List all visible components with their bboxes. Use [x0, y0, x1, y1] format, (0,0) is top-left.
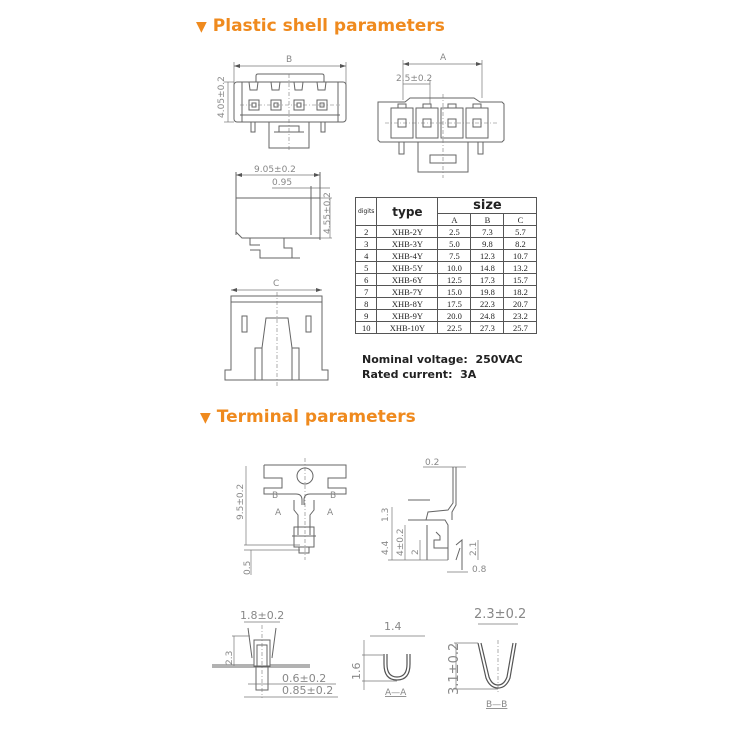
triangle-down-icon: ▼	[200, 410, 211, 426]
shell-bottom-view	[225, 279, 328, 386]
cell-b: 22.3	[471, 298, 504, 310]
cell-b: 19.8	[471, 286, 504, 298]
cell-type: XHB-6Y	[377, 274, 438, 286]
table-row	[356, 274, 537, 286]
section-bb-caption: B—B	[486, 700, 508, 710]
section-a-left: A	[275, 508, 282, 518]
section-a-right: A	[327, 508, 334, 518]
section-b-b	[447, 607, 526, 710]
cell-b: 17.3	[471, 274, 504, 286]
cell-type: XHB-4Y	[377, 250, 438, 262]
size-table	[355, 197, 537, 334]
cell-type: XHB-3Y	[377, 238, 438, 250]
cell-b: 7.3	[471, 226, 504, 238]
dim-bb-width: 2.3±0.2	[474, 607, 527, 622]
dim-b: B	[286, 55, 293, 65]
dim-aa-height: 1.6	[350, 662, 363, 680]
cell-c: 10.7	[504, 250, 537, 262]
header-digits: digits	[356, 198, 377, 226]
header-type: type	[377, 198, 438, 226]
shell-front-view	[217, 55, 346, 150]
dim-thickness: 0.2	[425, 458, 440, 468]
cell-a: 2.5	[438, 226, 471, 238]
cell-c: 23.2	[504, 310, 537, 322]
terminal-side-view	[381, 458, 487, 575]
cell-a: 22.5	[438, 322, 471, 334]
dim-side-height: 4.55±0.2	[323, 192, 333, 234]
dim-2: 2	[411, 549, 421, 555]
dim-4-4: 4.4	[381, 540, 391, 555]
cell-a: 15.0	[438, 286, 471, 298]
dim-terminal-length: 9.5±0.2	[236, 483, 246, 520]
dim-wall: 0.95	[272, 178, 293, 188]
cell-digits: 5	[356, 262, 377, 274]
triangle-down-icon: ▼	[196, 19, 207, 35]
dim-pin-2: 0.85±0.2	[282, 684, 334, 697]
dim-detail-width: 1.8±0.2	[240, 609, 285, 622]
voltage-label: Nominal voltage:	[362, 353, 468, 366]
dim-detail-height: 2.3	[225, 650, 235, 665]
section-b-left: B	[272, 491, 279, 501]
cell-type: XHB-5Y	[377, 262, 438, 274]
cell-type: XHB-10Y	[377, 322, 438, 334]
table-row	[356, 250, 537, 262]
dim-pitch: 2.5±0.2	[396, 74, 433, 84]
section-b-right: B	[330, 491, 337, 501]
section-aa-caption: A—A	[385, 688, 407, 698]
dim-1-3: 1.3	[381, 507, 391, 522]
cell-digits: 2	[356, 226, 377, 238]
voltage-spec	[362, 352, 523, 367]
table-row	[356, 286, 537, 298]
cell-b: 27.3	[471, 322, 504, 334]
dim-terminal-tip: 0.5	[243, 560, 253, 575]
cell-c: 5.7	[504, 226, 537, 238]
shell-top-view	[378, 53, 504, 178]
cell-c: 8.2	[504, 238, 537, 250]
cell-c: 18.2	[504, 286, 537, 298]
header-a: A	[438, 214, 471, 226]
dim-c: C	[273, 279, 280, 289]
header-size: size	[438, 198, 537, 214]
cell-a: 17.5	[438, 298, 471, 310]
dim-pin-1: 0.6±0.2	[282, 672, 327, 685]
current-value: 3A	[460, 368, 477, 381]
dim-bb-height: 3.1±0.2	[447, 642, 462, 695]
cell-b: 12.3	[471, 250, 504, 262]
cell-c: 15.7	[504, 274, 537, 286]
section-title: Terminal parameters	[216, 407, 416, 427]
shell-side-view	[236, 165, 333, 258]
current-label: Rated current:	[362, 368, 453, 381]
table-row	[356, 226, 537, 238]
header-b: B	[471, 214, 504, 226]
header-c: C	[504, 214, 537, 226]
electrical-specs	[362, 352, 523, 382]
section-title: Plastic shell parameters	[212, 16, 445, 36]
cell-type: XHB-8Y	[377, 298, 438, 310]
cell-a: 5.0	[438, 238, 471, 250]
current-spec	[362, 367, 523, 382]
cell-type: XHB-2Y	[377, 226, 438, 238]
table-row	[356, 310, 537, 322]
cell-b: 14.8	[471, 262, 504, 274]
cell-c: 13.2	[504, 262, 537, 274]
cell-digits: 9	[356, 310, 377, 322]
cell-digits: 3	[356, 238, 377, 250]
cell-digits: 6	[356, 274, 377, 286]
section-a-a	[350, 620, 425, 698]
table-row	[356, 322, 537, 334]
terminal-detail-view	[212, 609, 338, 698]
dim-a: A	[440, 53, 447, 63]
dim-aa-width: 1.4	[384, 620, 402, 633]
dim-front-height: 4.05±0.2	[217, 76, 227, 118]
dim-side-width: 9.05±0.2	[254, 165, 296, 175]
cell-c: 20.7	[504, 298, 537, 310]
cell-a: 12.5	[438, 274, 471, 286]
table-row	[356, 262, 537, 274]
cell-digits: 10	[356, 322, 377, 334]
cell-a: 10.0	[438, 262, 471, 274]
cell-a: 7.5	[438, 250, 471, 262]
table-row	[356, 238, 537, 250]
dim-0-8: 0.8	[472, 565, 487, 575]
cell-b: 9.8	[471, 238, 504, 250]
dim-4: 4±0.2	[396, 528, 406, 556]
cell-digits: 4	[356, 250, 377, 262]
terminal-front-view	[236, 458, 346, 575]
cell-digits: 7	[356, 286, 377, 298]
table-row	[356, 298, 537, 310]
cell-a: 20.0	[438, 310, 471, 322]
voltage-value: 250VAC	[475, 353, 523, 366]
cell-c: 25.7	[504, 322, 537, 334]
cell-b: 24.8	[471, 310, 504, 322]
cell-type: XHB-9Y	[377, 310, 438, 322]
cell-digits: 8	[356, 298, 377, 310]
dim-2-1: 2.1	[469, 541, 479, 556]
cell-type: XHB-7Y	[377, 286, 438, 298]
